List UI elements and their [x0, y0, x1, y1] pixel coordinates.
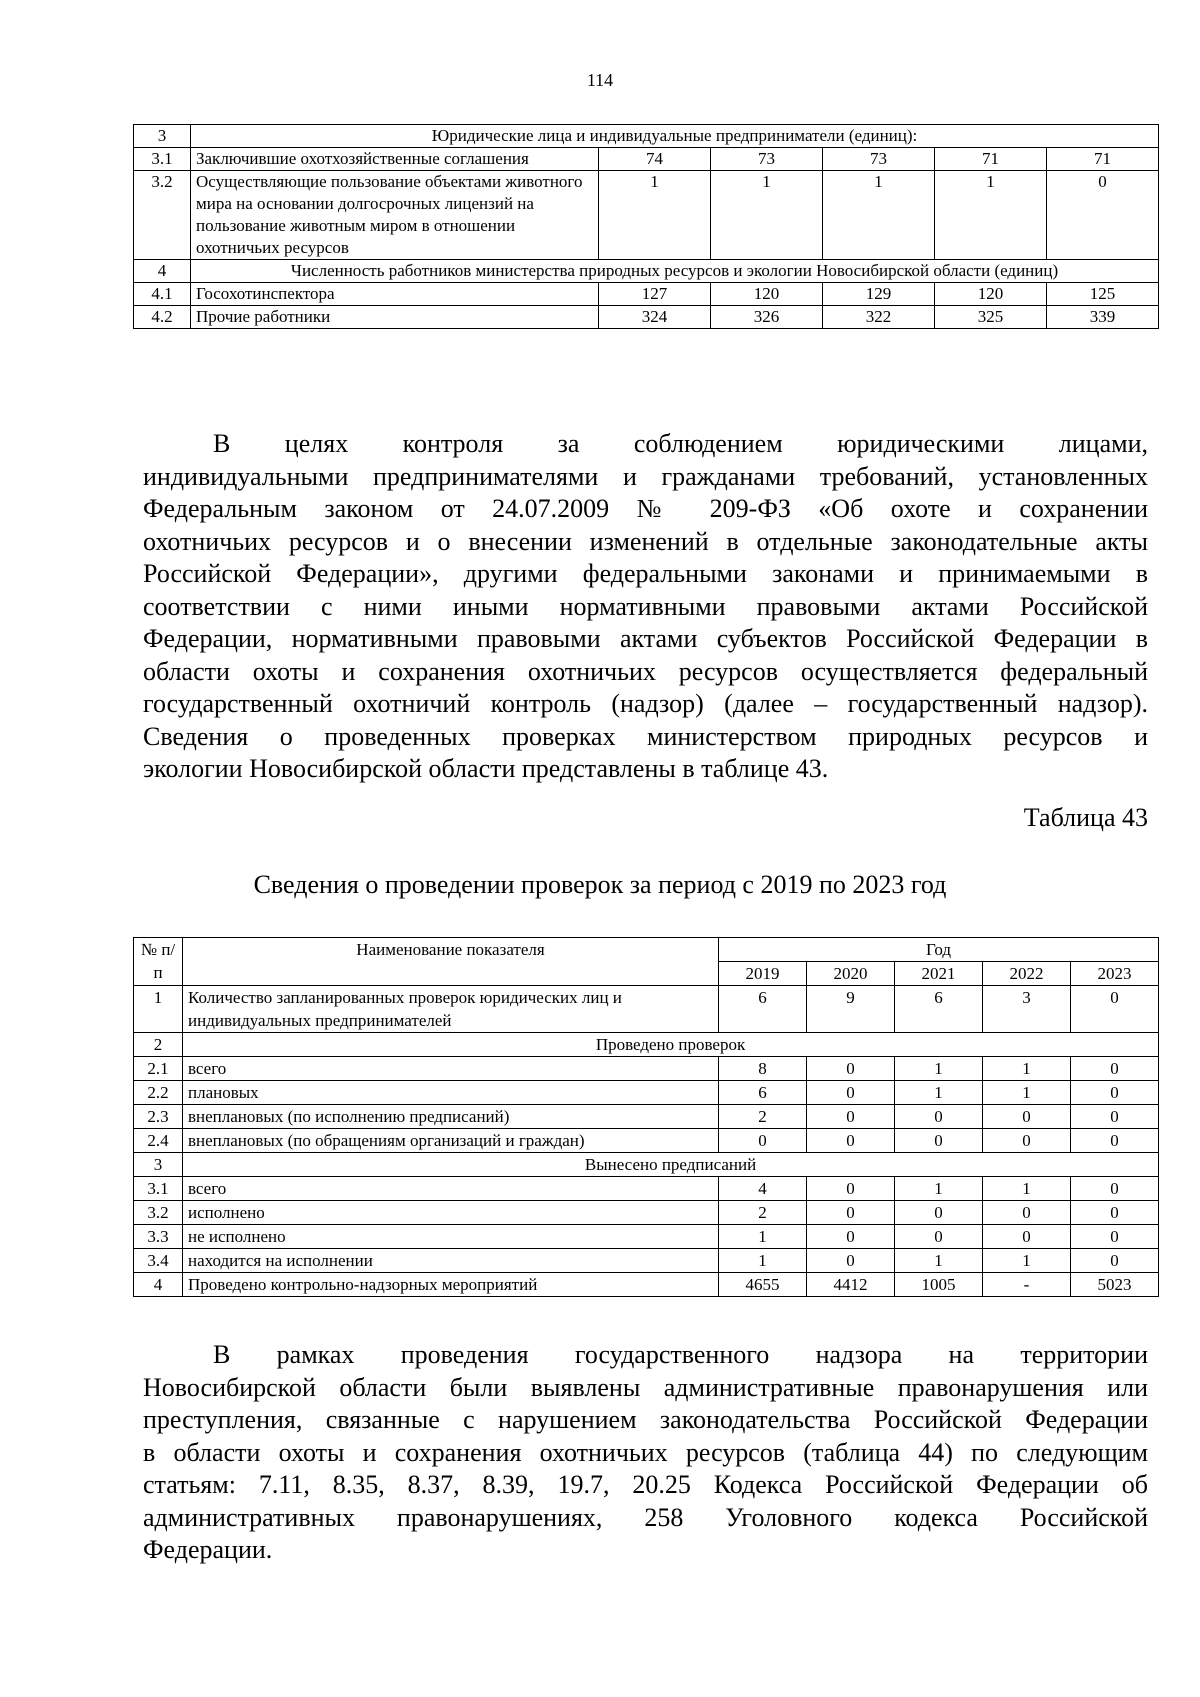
value-cell: 0 — [807, 1057, 895, 1081]
value-cell: 120 — [935, 283, 1047, 306]
row-num: 4 — [134, 260, 191, 283]
row-num: 3.2 — [134, 171, 191, 260]
value-cell: 71 — [935, 148, 1047, 171]
text-line: области охоты и сохранения охотничьих ресурсов осуществляется федеральный — [143, 656, 1148, 686]
value-cell: 125 — [1047, 283, 1159, 306]
value-cell: 1 — [711, 171, 823, 260]
row-num: 3.1 — [134, 1177, 183, 1201]
value-cell: 0 — [719, 1129, 807, 1153]
table-row — [134, 1249, 1159, 1273]
row-label: внеплановых (по исполнению предписаний) — [183, 1105, 719, 1129]
value-cell: 5023 — [1071, 1273, 1159, 1297]
value-cell: 73 — [711, 148, 823, 171]
page-number: 114 — [586, 70, 614, 90]
value-cell: 1 — [983, 1081, 1071, 1105]
year-header: 2023 — [1071, 962, 1159, 986]
value-cell: 324 — [599, 306, 711, 329]
value-cell: 1 — [719, 1225, 807, 1249]
row-label: плановых — [183, 1081, 719, 1105]
value-cell: 0 — [895, 1129, 983, 1153]
row-label: Госохотинспектора — [191, 283, 599, 306]
value-cell: 0 — [1071, 986, 1159, 1033]
row-num: 2 — [134, 1033, 183, 1057]
value-cell: 1 — [823, 171, 935, 260]
value-cell: 0 — [983, 1129, 1071, 1153]
table-row — [134, 171, 1159, 260]
row-num: 3 — [134, 1153, 183, 1177]
value-cell: 1 — [895, 1249, 983, 1273]
value-cell: 0 — [1071, 1105, 1159, 1129]
row-label: Количество запланированных проверок юридических лиц и индивидуальных предпринимателей — [183, 986, 719, 1033]
text-line: В целях контроля за соблюдением юридическими лицами, — [213, 429, 1148, 458]
row-label: находится на исполнении — [183, 1249, 719, 1273]
value-cell: 71 — [1047, 148, 1159, 171]
value-cell: 0 — [1071, 1201, 1159, 1225]
section-label: Проведено проверок — [183, 1033, 1159, 1057]
value-cell: 73 — [823, 148, 935, 171]
table-continuation — [133, 124, 1159, 329]
row-num: 2.1 — [134, 1057, 183, 1081]
table-row — [134, 148, 1159, 171]
value-cell: 0 — [807, 1177, 895, 1201]
row-num: 3.3 — [134, 1225, 183, 1249]
paragraph-violations — [143, 1339, 1148, 1567]
row-label: внеплановых (по обращениям организаций и граждан) — [183, 1129, 719, 1153]
table-row — [134, 125, 1159, 148]
value-cell: 0 — [807, 1201, 895, 1225]
value-cell: 1 — [983, 1057, 1071, 1081]
value-cell: 1 — [895, 1081, 983, 1105]
table-row — [134, 1105, 1159, 1129]
value-cell: 4412 — [807, 1273, 895, 1297]
row-num: 3.1 — [134, 148, 191, 171]
value-cell: 1 — [895, 1057, 983, 1081]
text-line: Российской Федерации», другими федеральными законами и принимаемыми в — [143, 559, 1148, 588]
value-cell: 9 — [807, 986, 895, 1033]
row-num: 3 — [134, 125, 191, 148]
row-label: всего — [183, 1057, 719, 1081]
table-row — [134, 986, 1159, 1033]
row-num: 2.4 — [134, 1129, 183, 1153]
value-cell: 1 — [935, 171, 1047, 260]
value-cell: 0 — [1047, 171, 1159, 260]
text-line: экологии Новосибирской области представлены в таблице 43. — [143, 754, 829, 783]
text-line: Сведения о проведенных проверках министерством природных ресурсов и — [143, 721, 1148, 751]
value-cell: 1 — [719, 1249, 807, 1273]
value-cell: 1 — [983, 1177, 1071, 1201]
table-row — [134, 1033, 1159, 1057]
value-cell: 0 — [1071, 1057, 1159, 1081]
row-label: не исполнено — [183, 1225, 719, 1249]
table-row — [134, 1081, 1159, 1105]
value-cell: 322 — [823, 306, 935, 329]
value-cell: 0 — [1071, 1177, 1159, 1201]
value-cell: 3 — [983, 986, 1071, 1033]
header-name: Наименование показателя — [183, 938, 719, 986]
row-label: исполнено — [183, 1201, 719, 1225]
value-cell: 0 — [983, 1201, 1071, 1225]
section-label: Вынесено предписаний — [183, 1153, 1159, 1177]
value-cell: - — [983, 1273, 1071, 1297]
value-cell: 0 — [807, 1249, 895, 1273]
header-year: Год — [719, 938, 1159, 962]
header-num: № п/п — [134, 938, 183, 986]
value-cell: 6 — [895, 986, 983, 1033]
value-cell: 0 — [1071, 1129, 1159, 1153]
text-line: административных правонарушениях, 258 Уголовного кодекса Российской — [143, 1502, 1148, 1532]
value-cell: 1 — [983, 1249, 1071, 1273]
year-header: 2020 — [807, 962, 895, 986]
value-cell: 2 — [719, 1105, 807, 1129]
value-cell: 6 — [719, 1081, 807, 1105]
text-line: в области охоты и сохранения охотничьих ресурсов (таблица 44) по следующим — [143, 1437, 1148, 1467]
year-header: 2019 — [719, 962, 807, 986]
value-cell: 0 — [895, 1105, 983, 1129]
text-line: государственный охотничий контроль (надзор) (далее – государственный надзор). — [143, 689, 1148, 718]
row-num: 3.2 — [134, 1201, 183, 1225]
text-line: Федерации. — [143, 1535, 273, 1564]
value-cell: 2 — [719, 1201, 807, 1225]
value-cell: 4655 — [719, 1273, 807, 1297]
value-cell: 0 — [1071, 1081, 1159, 1105]
row-num: 3.4 — [134, 1249, 183, 1273]
row-label: Прочие работники — [191, 306, 599, 329]
text-line: охотничьих ресурсов и о внесении изменений в отдельные законодательные акты — [143, 526, 1148, 556]
value-cell: 0 — [1071, 1225, 1159, 1249]
table-row — [134, 1225, 1159, 1249]
text-line: статьям: 7.11, 8.35, 8.37, 8.39, 19.7, 20.25 Кодекса Российской Федерации об — [143, 1470, 1148, 1499]
row-label: Заключившие охотхозяйственные соглашения — [191, 148, 599, 171]
table-row — [134, 306, 1159, 329]
value-cell: 1005 — [895, 1273, 983, 1297]
value-cell: 74 — [599, 148, 711, 171]
value-cell: 0 — [807, 1081, 895, 1105]
value-cell: 120 — [711, 283, 823, 306]
value-cell: 0 — [807, 1129, 895, 1153]
table-row — [134, 1057, 1159, 1081]
text-line: Федерации, нормативными правовыми актами субъектов Российской Федерации в — [143, 624, 1148, 653]
row-label: Проведено контрольно-надзорных мероприятий — [183, 1273, 719, 1297]
year-header: 2021 — [895, 962, 983, 986]
row-num: 2.3 — [134, 1105, 183, 1129]
table-row — [134, 283, 1159, 306]
table-row — [134, 260, 1159, 283]
value-cell: 0 — [807, 1105, 895, 1129]
year-header: 2022 — [983, 962, 1071, 986]
table-row — [134, 1177, 1159, 1201]
value-cell: 339 — [1047, 306, 1159, 329]
row-num: 1 — [134, 986, 183, 1033]
paragraph-supervision — [143, 428, 1148, 786]
value-cell: 326 — [711, 306, 823, 329]
section-label: Численность работников министерства природных ресурсов и экологии Новосибирской области (единиц) — [191, 260, 1159, 283]
table-label: Таблица 43 — [1023, 803, 1148, 832]
value-cell: 0 — [807, 1225, 895, 1249]
text-line: соответствии с ними иными нормативными правовыми актами Российской — [143, 591, 1148, 621]
table-inspections — [133, 937, 1159, 1297]
value-cell: 1 — [895, 1177, 983, 1201]
table-row — [134, 1273, 1159, 1297]
row-num: 4.1 — [134, 283, 191, 306]
table-row — [134, 1129, 1159, 1153]
row-num: 4.2 — [134, 306, 191, 329]
text-line: индивидуальными предпринимателями и гражданами требований, установленных — [143, 461, 1148, 491]
table-row — [134, 1201, 1159, 1225]
value-cell: 0 — [895, 1225, 983, 1249]
text-line: В рамках проведения государственного надзора на территории — [213, 1340, 1148, 1369]
value-cell: 0 — [983, 1105, 1071, 1129]
row-num: 4 — [134, 1273, 183, 1297]
value-cell: 0 — [1071, 1249, 1159, 1273]
value-cell: 129 — [823, 283, 935, 306]
value-cell: 127 — [599, 283, 711, 306]
value-cell: 8 — [719, 1057, 807, 1081]
table-row — [134, 1153, 1159, 1177]
row-num: 2.2 — [134, 1081, 183, 1105]
row-label: Осуществляющие пользование объектами животного мира на основании долгосрочных лицензий на пользование животным миром в отношении охотничьих ресурсов — [191, 171, 599, 260]
value-cell: 325 — [935, 306, 1047, 329]
section-label: Юридические лица и индивидуальные предприниматели (единиц): — [191, 125, 1159, 148]
value-cell: 6 — [719, 986, 807, 1033]
value-cell: 1 — [599, 171, 711, 260]
text-line: Новосибирской области были выявлены административные правонарушения или — [143, 1372, 1148, 1402]
table-title: Сведения о проведении проверок за период с 2019 по 2023 год — [253, 870, 947, 899]
text-line: преступления, связанные с нарушением законодательства Российской Федерации — [143, 1405, 1148, 1434]
value-cell: 0 — [983, 1225, 1071, 1249]
value-cell: 0 — [895, 1201, 983, 1225]
text-line: Федеральным законом от 24.07.2009 № 209-ФЗ «Об охоте и сохранении — [143, 494, 1148, 523]
row-label: всего — [183, 1177, 719, 1201]
value-cell: 4 — [719, 1177, 807, 1201]
